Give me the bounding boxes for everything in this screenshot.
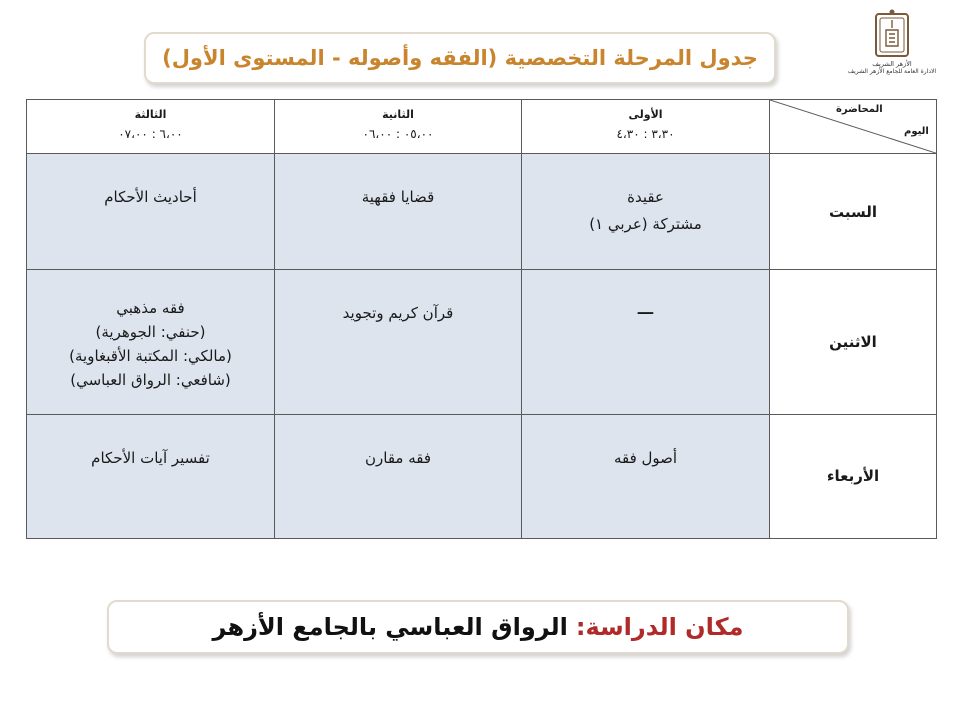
course-cell	[275, 154, 522, 270]
column-name: الثالثة	[134, 108, 167, 121]
course-line: أصول فقه	[613, 448, 678, 467]
course-line: (شافعي: الرواق العباسي)	[70, 371, 231, 390]
course-line: تفسير آيات الأحكام	[91, 448, 210, 467]
course-line: قرآن كريم وتجويد	[342, 304, 454, 323]
title-box	[144, 32, 776, 84]
azhar-logo	[836, 8, 948, 90]
course-cell	[27, 154, 275, 270]
table-row-wednesday	[27, 414, 937, 538]
study-place-box	[107, 600, 849, 654]
course-line: فقه مقارن	[364, 448, 432, 467]
column-name: الأولى	[628, 108, 663, 121]
course-line: (حنفي: الجوهرية)	[95, 323, 206, 342]
column-time: ٣،٣٠ : ٤،٣٠	[616, 127, 675, 141]
course-line: عقيدة	[627, 188, 664, 207]
course-line: قضايا فقهية	[361, 188, 435, 207]
column-time: ٠٥،٠٠ : ٠٦،٠٠	[362, 127, 434, 141]
column-header-1	[522, 100, 770, 154]
empty-dash: ـــ	[637, 300, 654, 319]
course-cell	[522, 270, 770, 414]
course-cell	[27, 414, 275, 538]
course-cell	[522, 154, 770, 270]
schedule-table	[26, 99, 937, 539]
course-cell	[275, 414, 522, 538]
header-row	[27, 100, 937, 154]
day-cell: الأربعاء	[770, 414, 937, 538]
course-line: مشتركة (عربي ١)	[589, 215, 702, 234]
course-line: فقه مذهبي	[116, 299, 185, 318]
course-line: أحاديث الأحكام	[104, 188, 197, 207]
column-header-2	[275, 100, 522, 154]
course-line: (مالكي: المكتبة الأقبغاوية)	[69, 347, 232, 366]
logo-line-1: الأزهر الشريف	[872, 60, 912, 68]
study-place-value: الرواق العباسي بالجامع الأزهر	[212, 613, 568, 641]
column-name: الثانية	[382, 108, 414, 121]
day-cell: الاثنين	[770, 270, 937, 414]
column-time: ٦،٠٠ : ٠٧،٠٠	[118, 127, 183, 141]
page-title: جدول المرحلة التخصصية (الفقه وأصوله - المستوى الأول)	[162, 46, 758, 70]
table-row-saturday	[27, 154, 937, 270]
course-cell	[27, 270, 275, 414]
day-cell: السبت	[770, 154, 937, 270]
corner-day-label: اليوم	[904, 126, 929, 137]
corner-cell	[770, 100, 937, 154]
column-header-3	[27, 100, 275, 154]
logo-line-2: الادارة العامة للجامع الأزهر الشريف	[847, 68, 937, 75]
corner-lecture-label: المحاضرة	[836, 104, 883, 115]
azhar-emblem-icon	[872, 8, 912, 60]
study-place-label: مكان الدراسة:	[575, 613, 744, 641]
table-row-monday	[27, 270, 937, 414]
course-cell	[275, 270, 522, 414]
course-cell	[522, 414, 770, 538]
